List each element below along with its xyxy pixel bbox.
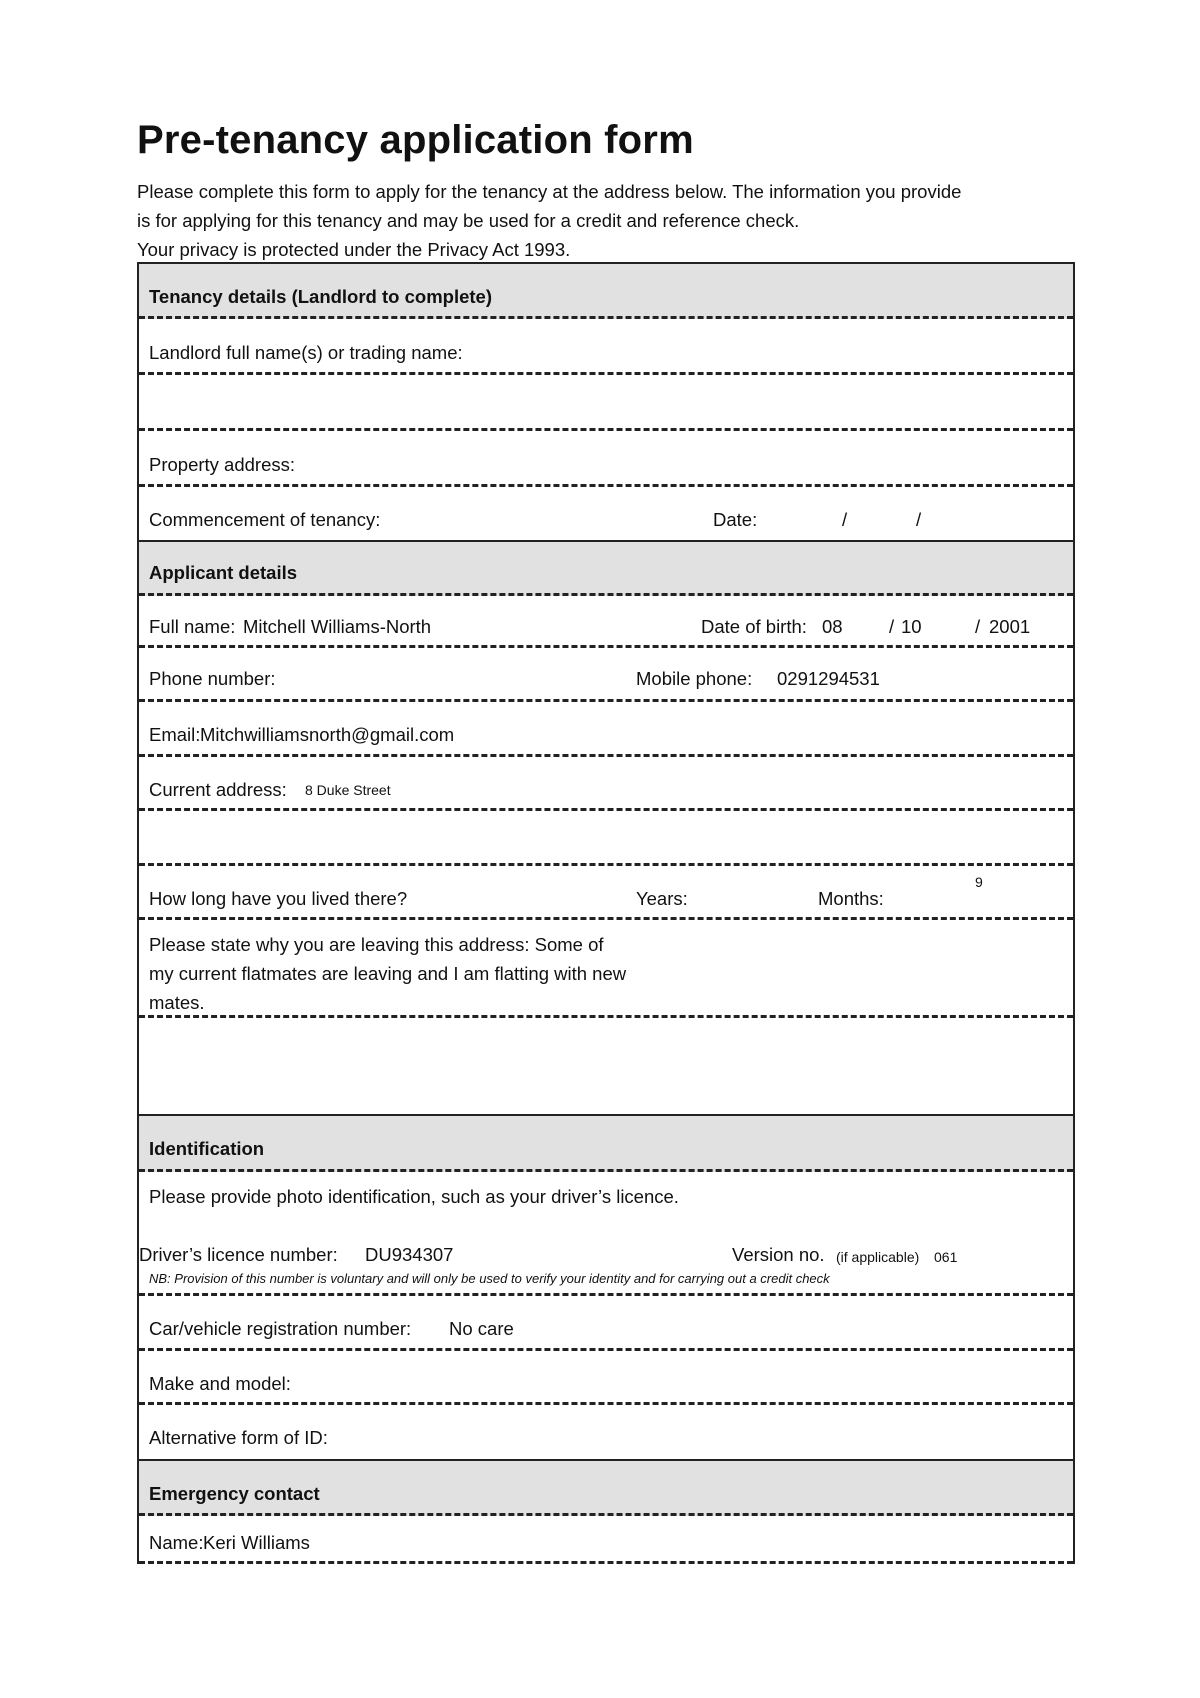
current-address-value: 8 Duke Street [305,782,391,798]
email-label: Email: [149,724,201,745]
years-label: Years: [636,888,688,909]
version-label: Version no. [732,1244,825,1265]
drivers-licence-row[interactable] [139,1172,1073,1296]
full-name-value: Mitchell Williams-North [243,616,432,637]
phone-label: Phone number: [149,668,276,689]
tenancy-section-header [139,264,1073,319]
leaving-reason-row[interactable] [139,920,1073,1018]
leaving-reason-value: Some of my current flatmates are leaving and I am flatting with new mates. [149,934,627,1013]
commencement-date-label: Date: [713,509,758,530]
date-separator-2: / [916,509,922,530]
months-label: Months: [818,888,884,909]
current-address-continued-row[interactable] [139,811,1073,866]
property-address-row[interactable] [139,431,1073,487]
dob-day: 08 [822,616,843,637]
vehicle-registration-value: No care [449,1318,514,1339]
date-separator-1: / [842,509,848,530]
commencement-label: Commencement of tenancy: [149,509,381,530]
full-name-row[interactable] [139,596,1073,648]
alternative-id-row[interactable] [139,1405,1073,1461]
intro-line-2: is for applying for this tenancy and may be used for a credit and reference check. [137,210,800,231]
applicant-header-label: Applicant details [149,562,298,583]
vehicle-registration-row[interactable] [139,1296,1073,1351]
dob-year: 2001 [989,616,1031,637]
current-address-label: Current address: [149,779,287,800]
id-instruction: Please provide photo identification, such as your driver’s licence. [149,1186,679,1207]
mobile-value: 0291294531 [777,668,880,689]
page-title: Pre-tenancy application form [137,118,694,162]
make-model-label: Make and model: [149,1373,291,1394]
time-lived-label: How long have you lived there? [149,888,408,909]
phone-row[interactable] [139,648,1073,702]
current-address-row[interactable] [139,757,1073,811]
version-number: 061 [934,1249,958,1265]
intro-text [137,177,1077,264]
licence-number-label: Driver’s licence number: [139,1244,338,1265]
version-note: (if applicable) [836,1249,920,1265]
email-row[interactable] [139,702,1073,757]
dob-month: 10 [901,616,922,637]
full-name-label: Full name: [149,616,236,637]
leaving-reason-continued-row[interactable] [139,1018,1073,1116]
leaving-reason-text [149,930,629,1017]
dob-label: Date of birth: [701,616,807,637]
landlord-name-continued-row[interactable] [139,375,1073,431]
emergency-name-row[interactable] [139,1516,1073,1564]
emergency-name-label: Name: [149,1532,204,1553]
emergency-name-value: Keri Williams [203,1532,310,1553]
emergency-header-label: Emergency contact [149,1483,320,1504]
landlord-name-label: Landlord full name(s) or trading name: [149,342,463,363]
alternative-id-label: Alternative form of ID: [149,1427,328,1448]
months-value: 9 [975,874,983,890]
property-address-label: Property address: [149,454,296,475]
dob-separator-1: / [889,616,895,637]
intro-line-3: Your privacy is protected under the Privacy Act 1993. [137,239,571,260]
leaving-reason-label: Please state why you are leaving this address: [149,934,530,955]
email-value: Mitchwilliamsnorth@gmail.com [200,724,455,745]
commencement-row[interactable] [139,487,1073,542]
application-form-table [137,262,1075,1564]
licence-number-value: DU934307 [365,1244,454,1265]
make-model-row[interactable] [139,1351,1073,1405]
time-lived-row[interactable] [139,866,1073,920]
vehicle-registration-label: Car/vehicle registration number: [149,1318,412,1339]
dob-separator-2: / [975,616,981,637]
licence-nb-note: NB: Provision of this number is voluntary and will only be used to verify your identity and for carrying out a credit check [149,1271,830,1286]
emergency-section-header [139,1461,1073,1516]
tenancy-header-label: Tenancy details (Landlord to complete) [149,286,492,307]
landlord-name-row[interactable] [139,319,1073,375]
intro-line-1: Please complete this form to apply for the tenancy at the address below. The information you provide [137,181,962,202]
mobile-label: Mobile phone: [636,668,753,689]
identification-header-label: Identification [149,1138,265,1159]
applicant-section-header [139,542,1073,596]
identification-section-header [139,1116,1073,1172]
